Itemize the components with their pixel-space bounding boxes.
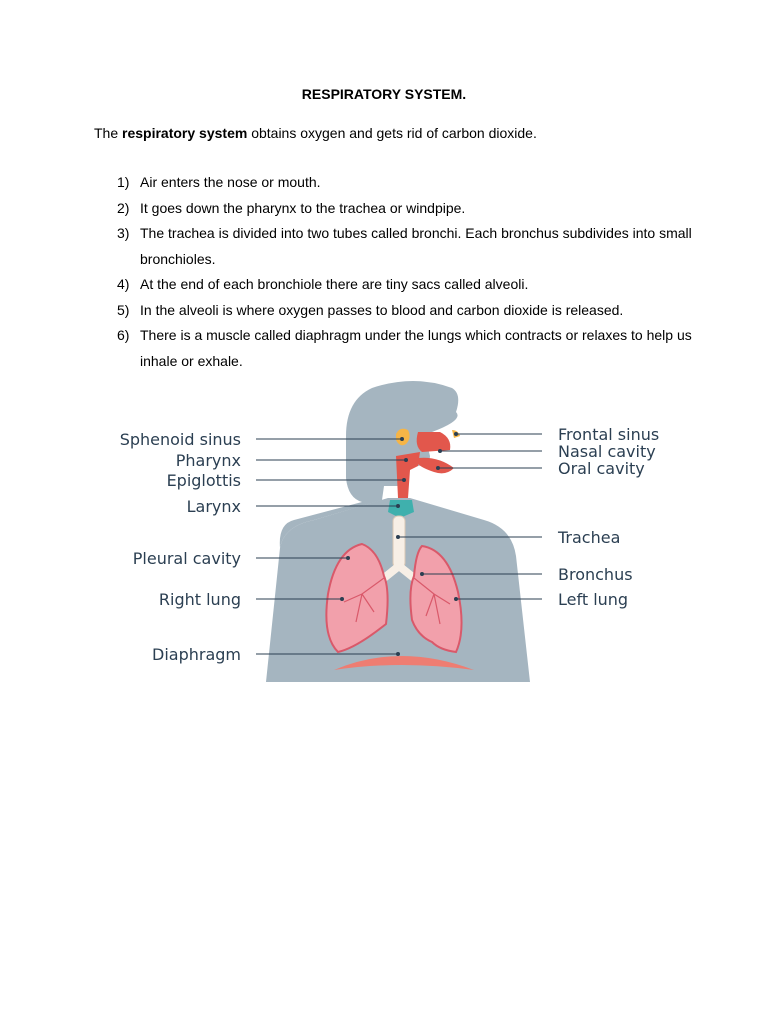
label-epiglottis: Epiglottis (166, 471, 241, 490)
list-item (117, 221, 697, 272)
list-text: There is a muscle called diaphragm under the lungs which contracts or relaxes to help us inhale or exhale. (140, 327, 692, 369)
intro-paragraph (94, 125, 537, 141)
label-diaphragm: Diaphragm (152, 645, 241, 664)
oral-cavity-shape (418, 458, 454, 474)
intro-text-end: obtains oxygen and gets rid of carbon dioxide. (247, 125, 537, 141)
list-text: In the alveoli is where oxygen passes to blood and carbon dioxide is released. (140, 301, 624, 318)
list-number: 1) (117, 174, 130, 190)
list-number: 2) (117, 199, 130, 216)
list-text: Air enters the nose or mouth. (140, 174, 321, 190)
list-text: At the end of each bronchiole there are tiny sacs called alveoli. (140, 276, 529, 292)
list-number: 6) (117, 327, 130, 343)
label-left-lung: Left lung (558, 590, 629, 609)
label-bronchus: Bronchus (558, 565, 633, 584)
list-text: The trachea is divided into two tubes called bronchi. Each bronchus subdivides into small bronchioles. (140, 225, 692, 267)
list-item (117, 272, 697, 298)
label-pleural-cavity: Pleural cavity (132, 549, 241, 568)
label-oral-cavity: Oral cavity (558, 459, 645, 478)
list-text: It goes down the pharynx to the trachea or windpipe. (140, 199, 466, 216)
label-frontal-sinus: Frontal sinus (558, 425, 660, 444)
list-item (117, 170, 697, 196)
list-item (117, 196, 697, 222)
intro-bold-term: respiratory system (122, 125, 248, 141)
list-item (117, 323, 697, 374)
list-number: 4) (117, 276, 130, 292)
label-right-lung: Right lung (158, 590, 241, 609)
document-title: RESPIRATORY SYSTEM. (301, 86, 467, 102)
label-pharynx: Pharynx (175, 451, 241, 470)
label-trachea: Trachea (558, 528, 621, 547)
trachea-shape (393, 516, 405, 568)
respiratory-diagram (100, 380, 680, 685)
intro-text-start: The (94, 125, 123, 141)
label-larynx: Larynx (186, 497, 241, 516)
nasal-cavity-shape (417, 432, 451, 452)
list-number: 3) (117, 225, 130, 241)
list-number: 5) (117, 301, 130, 318)
pharynx-shape (396, 452, 420, 498)
label-sphenoid-sinus: Sphenoid sinus (119, 430, 241, 449)
label-nasal-cavity: Nasal cavity (558, 442, 656, 461)
list-item (117, 298, 697, 324)
steps-list (117, 170, 697, 374)
